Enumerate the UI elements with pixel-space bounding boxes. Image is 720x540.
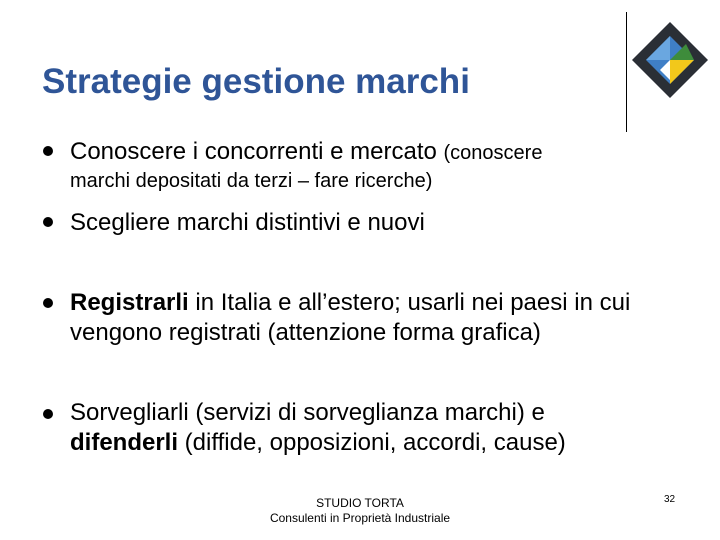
bullet-text: (diffide, opposizioni, accordi, cause)	[178, 429, 566, 456]
bullet-dot	[43, 146, 53, 156]
footer-tagline: Consulenti in Proprietà Industriale	[269, 511, 451, 525]
bullet-dot	[43, 217, 53, 227]
bullet-bold-text: Registrarli	[70, 289, 189, 316]
vertical-divider	[626, 12, 627, 132]
bullet-item: Scegliere marchi distintivi e nuovi	[70, 209, 425, 236]
bullet-item	[70, 398, 670, 458]
bullet-item	[70, 288, 660, 348]
company-logo	[630, 20, 710, 100]
bullet-item	[70, 137, 670, 168]
page-number: 32	[664, 494, 676, 505]
bullet-dot	[43, 298, 53, 308]
bullet-text: in Italia e all’estero; usarli nei paesi in cui vengono registrati (attenzione forma grafica)	[70, 289, 631, 346]
bullet-bold-text: difenderli	[70, 429, 179, 456]
footer-company: STUDIO TORTA	[316, 496, 404, 510]
bullet-text: Conoscere i concorrenti e mercato	[70, 138, 437, 165]
footer	[240, 496, 480, 526]
bullet-text: Sorvegliarli (servizi di sorveglianza marchi) e	[70, 399, 545, 426]
bullet-subtext: marchi depositati da terzi – fare ricerche)	[70, 170, 433, 192]
slide-title: Strategie gestione marchi	[42, 62, 470, 101]
bullet-dot	[43, 409, 53, 419]
bullet-paren-text: (conoscere	[443, 142, 543, 164]
